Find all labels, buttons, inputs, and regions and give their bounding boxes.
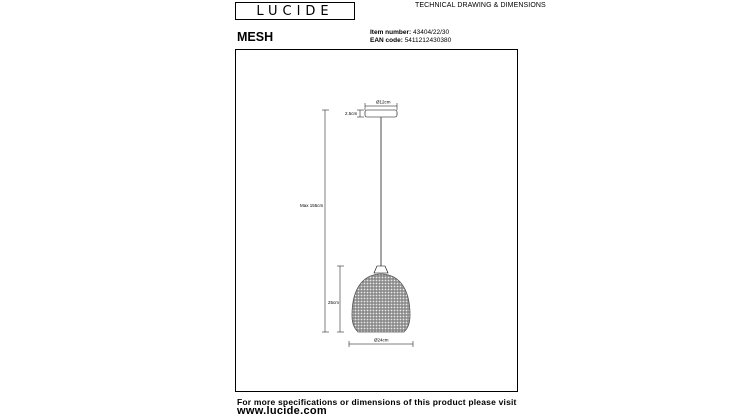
- lamp-holder: [374, 266, 388, 273]
- ceiling-canopy: [365, 110, 397, 117]
- footer-more-info: For more specifications or dimensions of this product please visit: [237, 397, 517, 407]
- product-name: MESH: [237, 30, 274, 44]
- max-height-label: Max 155cm: [300, 203, 324, 208]
- footer-website-link[interactable]: www.lucide.com: [237, 405, 327, 417]
- ean-value: 5411212430380: [404, 37, 452, 44]
- item-number-value: 43404/22/30: [412, 29, 450, 36]
- canopy-height-label: 2.5cm: [345, 111, 358, 116]
- section-title: TECHNICAL DRAWING & DIMENSIONS: [415, 2, 546, 9]
- mesh-shade: [352, 274, 410, 332]
- shade-diameter-label: Ø24cm: [374, 337, 389, 343]
- canopy-diameter-label: Ø12cm: [376, 99, 391, 105]
- shade-height-label: 25cm: [328, 300, 340, 305]
- ean-label: EAN code:: [370, 37, 403, 44]
- logo-text: LUCIDE: [256, 3, 334, 19]
- item-number-label: Item number:: [370, 29, 412, 36]
